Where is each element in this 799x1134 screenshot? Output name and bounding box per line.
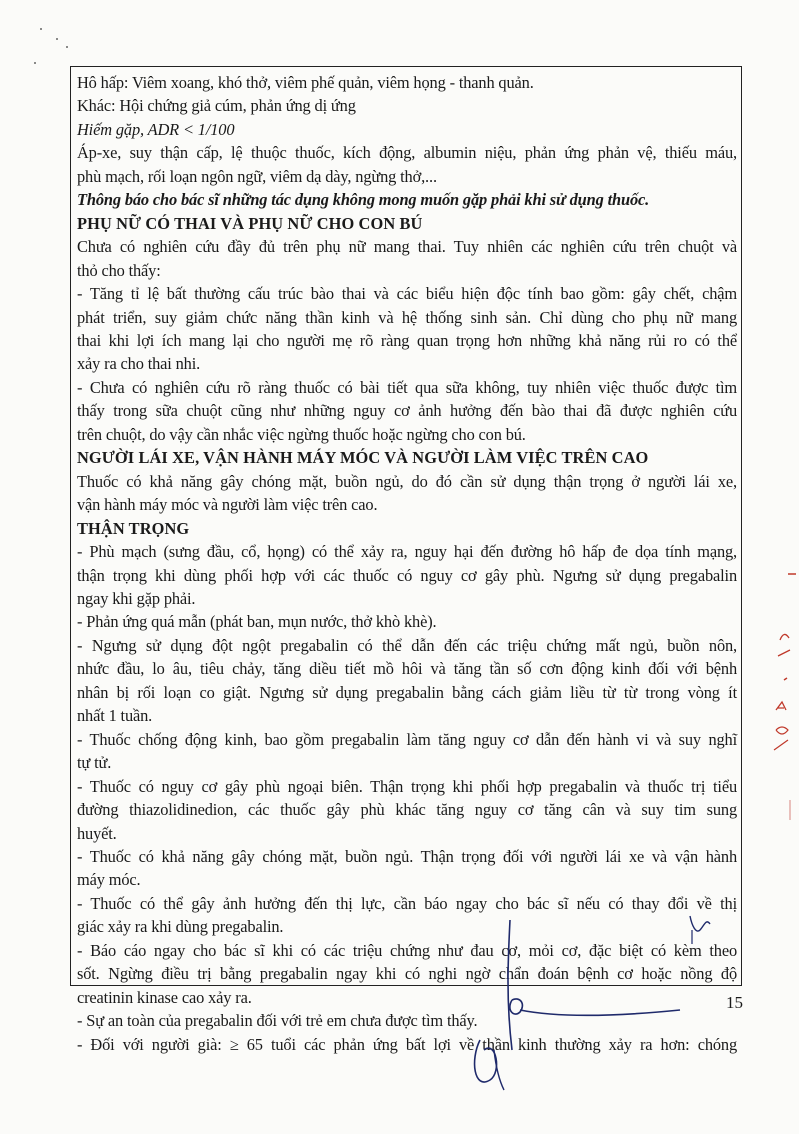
document-line: - Thuốc chống động kinh, bao gồm pregabalin làm tăng nguy cơ dẫn đến hành vi và suy nghĩ: [77, 729, 737, 749]
document-line: Khác: Hội chứng giả cúm, phản ứng dị ứng: [77, 96, 356, 116]
document-line: thấy trong sữa chuột cũng như những nguy cơ ảnh hưởng đến bào thai đã được nghiên cứu: [77, 401, 737, 421]
document-line: phát triển, suy giảm chức năng thần kinh và hệ thống sinh sản. Chỉ dùng cho phụ nữ mang: [77, 307, 737, 327]
page-number: 15: [726, 993, 743, 1012]
document-line: Chưa có nghiên cứu đầy đủ trên phụ nữ mang thai. Tuy nhiên các nghiên cứu trên chuột và: [77, 237, 737, 257]
document-line: - Sự an toàn của pregabalin đối với trẻ em chưa được tìm thấy.: [77, 1011, 478, 1031]
document-line: giác xảy ra khi dùng pregabalin.: [77, 917, 284, 937]
document-line: Thuốc có khả năng gây chóng mặt, buồn ngủ, do đó cần sử dụng thận trọng ở người lái xe,: [77, 471, 737, 491]
document-line: thận trọng khi dùng phối hợp với các thuốc có nguy cơ gây phù. Ngưng sử dụng pregabalin: [77, 565, 737, 585]
document-line: - Phản ứng quá mẫn (phát ban, mụn nước, thở khò khè).: [77, 612, 437, 632]
document-line: Áp-xe, suy thận cấp, lệ thuộc thuốc, kích động, albumin niệu, phản ứng phản vệ, thiếu máu,: [77, 143, 737, 163]
document-line: Thông báo cho bác sĩ những tác dụng không mong muốn gặp phải khi sử dụng thuốc.: [77, 190, 650, 210]
section-heading: PHỤ NỮ CÓ THAI VÀ PHỤ NỮ CHO CON BÚ: [77, 213, 423, 233]
document-line: nhân bị rối loạn co giật. Ngưng sử dụng pregabalin bằng cách giảm liều từ từ trong vòng ít: [77, 682, 737, 702]
document-line: Hiếm gặp, ADR < 1/100: [77, 119, 235, 139]
document-line: nhức đầu, lo âu, tiêu chảy, tăng diều tiết mồ hôi và tăng tần số cơn động kinh đối với bệnh: [77, 659, 737, 679]
document-line: trên chuột, do vậy cần nhắc việc ngừng thuốc hoặc ngừng cho con bú.: [77, 424, 526, 444]
document-line: tự tử.: [77, 753, 112, 773]
document-line: - Thuốc có thể gây ảnh hưởng đến thị lực, cần báo ngay cho bác sĩ nếu có thay đổi về thị: [77, 893, 737, 913]
document-line: đường thiazolidinedion, các thuốc gây phù khác tăng nguy cơ tăng cân và suy tim sung: [77, 800, 737, 820]
document-line: Hô hấp: Viêm xoang, khó thở, viêm phế quản, viêm họng - thanh quản.: [77, 73, 534, 92]
document-line: - Ngưng sử dụng đột ngột pregabalin có thể dẫn đến các triệu chứng mất ngủ, buồn nôn,: [77, 635, 737, 655]
document-line: - Đối với người già: ≥ 65 tuổi các phản ứng bất lợi về thần kinh thường xảy ra hơn: chóng: [77, 1034, 737, 1054]
document-line: vận hành máy móc và người làm việc trên cao.: [77, 495, 378, 515]
document-line: - Thuốc có nguy cơ gây phù ngoại biên. Thận trọng khi phối hợp pregabalin và thuốc trị tiểu: [77, 776, 737, 796]
document-line: - Báo cáo ngay cho bác sĩ khi có các triệu chứng như đau cơ, mỏi cơ, đặc biệt có kèm theo: [77, 940, 737, 960]
document-line: thỏ cho thấy:: [77, 260, 161, 280]
document-line: nhất 1 tuần.: [77, 706, 153, 726]
document-line: máy móc.: [77, 870, 141, 890]
document-line: - Thuốc có khả năng gây chóng mặt, buồn ngủ. Thận trọng đối với người lái xe và vận hành: [77, 846, 737, 866]
document-line: sốt. Ngừng điều trị bằng pregabalin ngay khi có nghi ngờ chẩn đoán bệnh cơ hoặc nồng độ: [77, 964, 737, 984]
section-heading: NGƯỜI LÁI XE, VẬN HÀNH MÁY MÓC VÀ NGƯỜI LÀM VIỆC TRÊN CAO: [77, 448, 649, 468]
document-line: - Chưa có nghiên cứu rõ ràng thuốc có bài tiết qua sữa không, tuy nhiên việc thuốc được tìm: [77, 377, 737, 397]
document-line: - Tăng tỉ lệ bất thường cấu trúc bào thai và các biểu hiện độc tính bao gồm: gây chết, chậm: [77, 284, 737, 304]
section-heading: THẬN TRỌNG: [77, 518, 190, 538]
document-line: phù mạch, rối loạn ngôn ngữ, viêm dạ dày, ngừng thở,...: [77, 166, 437, 186]
document-line: huyết.: [77, 823, 117, 843]
document-line: thai khi lợi ích mang lại cho người mẹ rõ ràng quan trọng hơn những khả năng rủi ro có thể: [77, 330, 737, 350]
document-line: creatinin kinase cao xảy ra.: [77, 987, 252, 1007]
document-line: ngay khi gặp phải.: [77, 588, 196, 608]
handwritten-signature: [460, 900, 720, 1100]
document-line: - Phù mạch (sưng đầu, cổ, họng) có thể xảy ra, nguy hại đến đường hô hấp đe dọa tính mạng,: [77, 542, 737, 562]
document-line: xảy ra cho thai nhi.: [77, 354, 201, 374]
scan-edge-marks: [770, 560, 799, 820]
